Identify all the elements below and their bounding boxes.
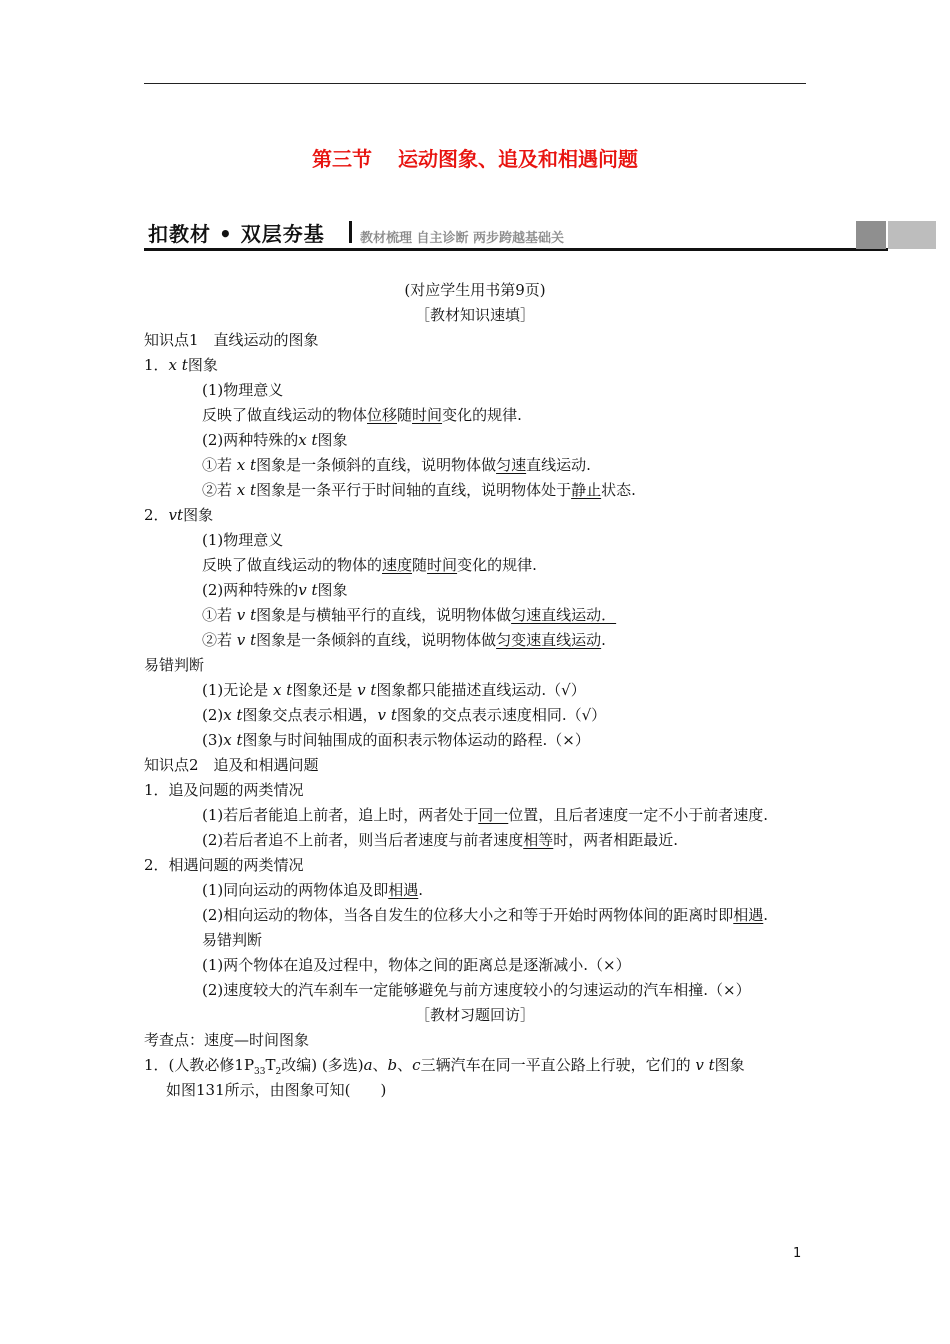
banner-rule: [144, 248, 888, 251]
banner-title: 扣教材 • 双层夯基: [148, 222, 325, 246]
document-body: [144, 278, 806, 1103]
xt-case-2: ②若 x t图象是一条平行于时间轴的直线，说明物体处于静止状态.: [202, 481, 636, 499]
vt-case-2: ②若 v t图象是一条倾斜的直线，说明物体做匀变速直线运动.: [202, 631, 606, 649]
vt-meaning-text: 反映了做直线运动的物体的速度随时间变化的规律.: [202, 556, 537, 574]
meeting-heading: 2．相遇问题的两类情况: [144, 856, 304, 874]
judgement-heading-2: 易错判断: [202, 931, 263, 949]
vt-graph-heading: 2．vt图象: [144, 506, 214, 524]
xt-meaning-text: 反映了做直线运动的物体位移随时间变化的规律.: [202, 406, 522, 424]
banner-subtitle: 教材梳理 自主诊断 两步跨越基础关: [360, 231, 565, 246]
xt-meaning-heading: (1)物理意义: [202, 381, 284, 399]
vt-case-1: ①若 v t图象是与横轴平行的直线，说明物体做匀速直线运动．: [202, 606, 617, 624]
banner-box-light: [888, 221, 936, 249]
judgement-1-1: (1)无论是 x t图象还是 v t图象都只能描述直线运动.（√）: [202, 681, 586, 699]
judgement-1-3: (3)x t图象与时间轴围成的面积表示物体运动的路程.（×）: [202, 731, 590, 749]
section-label-review: ［教材习题回访］: [414, 1006, 535, 1024]
meeting-case-2: (2)相向运动的物体，当各自发生的位移大小之和等于开始时两物体间的距离时即相遇.: [202, 906, 769, 924]
meeting-case-1: (1)同向运动的两物体追及即相遇.: [202, 881, 424, 899]
judgement-heading-1: 易错判断: [144, 656, 205, 674]
knowledge-point-2-heading: 知识点2 追及和相遇问题: [144, 756, 319, 774]
knowledge-point-1-heading: 知识点1 直线运动的图象: [144, 331, 319, 349]
judgement-2-2: (2)速度较大的汽车刹车一定能够避免与前方速度较小的匀速运动的汽车相撞.（×）: [202, 981, 751, 999]
pursuit-heading: 1．追及问题的两类情况: [144, 781, 304, 799]
xt-graph-heading: 1．x t图象: [144, 356, 218, 374]
vt-special-heading: (2)两种特殊的v t图象: [202, 581, 348, 599]
pursuit-case-2: (2)若后者追不上前者，则当后者速度与前者速度相等时，两者相距最近.: [202, 831, 679, 849]
page-reference: (对应学生用书第9页): [404, 281, 546, 299]
page-number: 1: [793, 1246, 802, 1261]
pursuit-case-1: (1)若后者能追上前者，追上时，两者处于同一位置，且后者速度一定不小于前者速度.: [202, 806, 769, 824]
section-label-fill: ［教材知识速填］: [414, 306, 535, 324]
banner-divider: [349, 221, 352, 243]
question-1: 1．(人教必修$1P_{33}T_2$改编) (多选)a、b、c三辆汽车在同一平直公路上行驶，它们的 v t图象: [144, 1056, 745, 1077]
xt-special-heading: (2)两种特殊的x t图象: [202, 431, 348, 449]
question-1-line-2: 如图131所示，由图象可知( ): [166, 1081, 387, 1099]
banner-box-dark: [856, 221, 886, 249]
vt-meaning-heading: (1)物理意义: [202, 531, 284, 549]
title-topic: 运动图象、追及和相遇问题: [398, 147, 638, 171]
judgement-2-1: (1)两个物体在追及过程中，物体之间的距离总是逐渐减小.（×）: [202, 956, 631, 974]
header-rule: [144, 83, 806, 84]
title-section: 第三节: [312, 147, 372, 171]
exam-point: 考查点：速度—时间图象: [144, 1031, 310, 1049]
judgement-1-2: (2)x t图象交点表示相遇，v t图象的交点表示速度相同.（√）: [202, 706, 607, 724]
section-banner: [144, 212, 936, 252]
page-title: [0, 143, 950, 172]
xt-case-1: ①若 x t图象是一条倾斜的直线，说明物体做匀速直线运动.: [202, 456, 591, 474]
